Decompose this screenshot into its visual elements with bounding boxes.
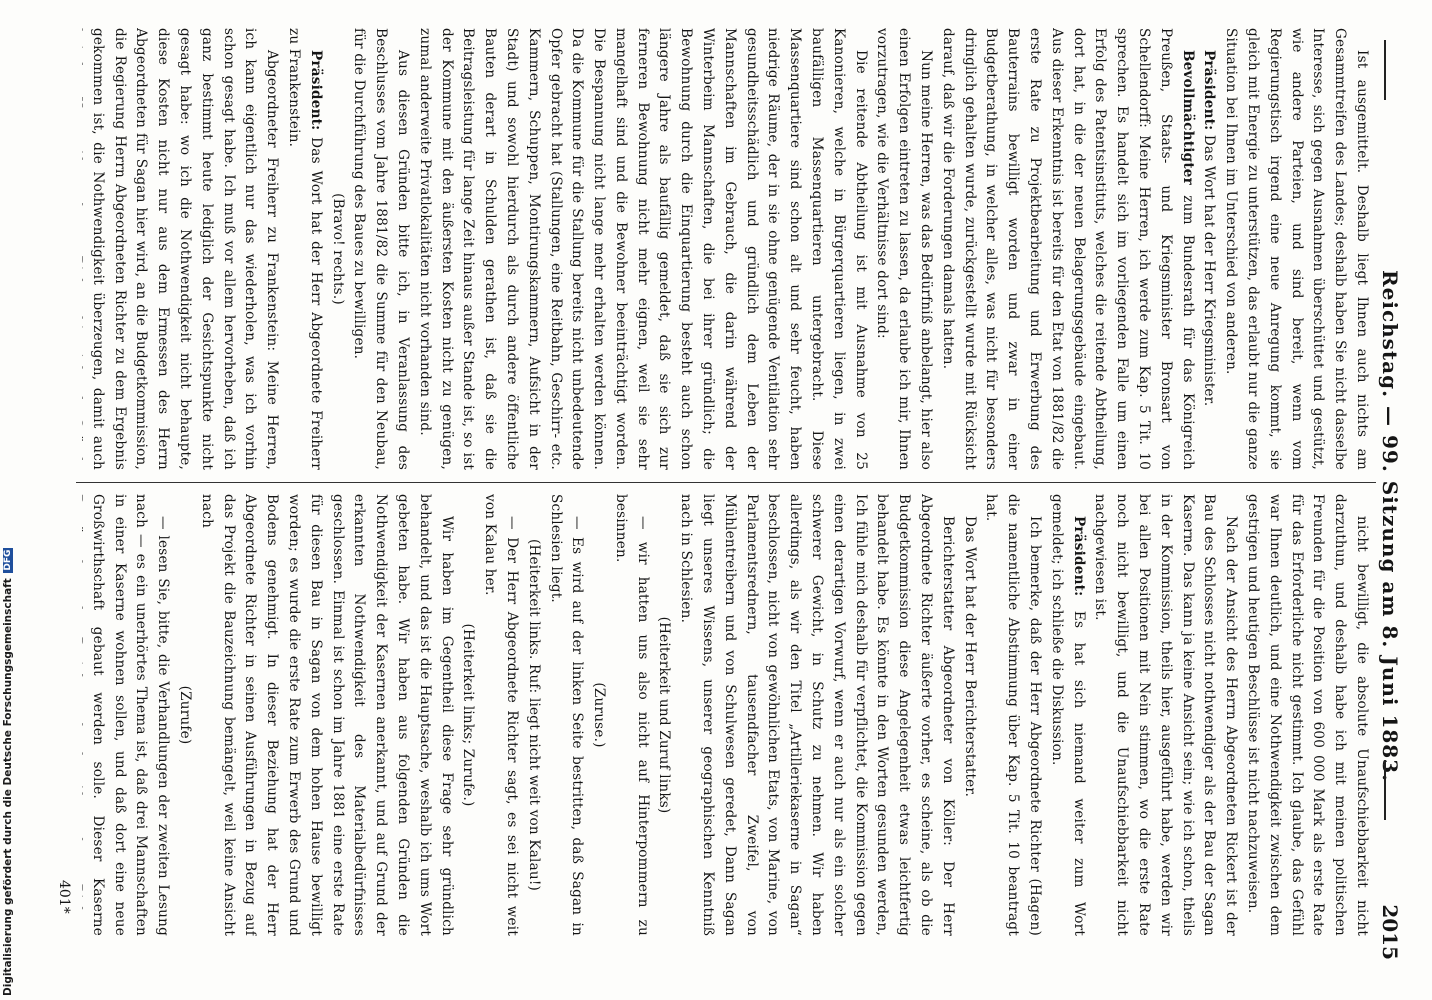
speaker-name: Präsident:: [1070, 516, 1087, 597]
speaker-name: Präsident:: [1201, 50, 1218, 131]
dfg-logo-icon: DFG: [3, 549, 13, 571]
speech-text: zum Bundesrath für das Königreich Preußen, Staats- und Kriegsminister Bronsart von Schellendorff: Meine Herren, ich werde zum Kap. 5 Tit. 10 sprechen. Es handelt sich im vorliegenden Falle um einen Erfolg des Patentsinstituts, welches die reitende Abtheilung, dort hat, in die der neuen Belagerungsgebäude eingebaut. Aus dieser Erkenntnis ist bereits für den Etat von 1881/82 die erste Rate zu Projektbearbeitung und Erwerbung des Bauterrains bewilligt worden und zwar in einer Budgetberathung, in welcher alles, was nicht für besonders dringlich gehalten wurde, zurückgestellt wurde mit Rücksicht darauf, daß wir die Forderungen damals hatten.: [939, 28, 1196, 470]
rotated-newspaper-page: [26, 0, 1406, 1000]
page-number: 2015: [1378, 904, 1402, 960]
speaker-name: Bevollmächtigter: [1179, 50, 1196, 186]
text-paragraph: — wir hatten uns also nicht auf Hinterpommern zu besinnen.: [612, 494, 651, 936]
stage-direction: (Bravo! rechts.): [329, 193, 346, 305]
text-paragraph: Aus diesen Gründen bitte ich, in Veranlassung des Beschlusses vom Jahre 1881/82 die Summe für den Neubau, für die Durchführung des Baues zu bewilligen.: [351, 28, 411, 470]
text-paragraph: Ist ausgemittelt. Deshalb liegt Ihnen auch nichts am Gesammtreifen des Landes; deshalb haben Sie nicht dasselbe Interesse, sich gegen Ausnahmen überschüttet und gestützt, wie andere Parteien, und sind bereit, wenn vom Regierungstisch irgend eine neue Anregung kommt, sie gleich mit Energie zu unterstützen, das erlaubt nur die ganze Situation bei Ihnen im Unterschied von anderen.: [1223, 28, 1370, 470]
text-paragraph: Abgeordneter Freiherr zu Frankenstein: Meine Herren, ich kann eigentlich nur das wiederholen, was ich vorhin schon gesagt habe. Ich muß vor allem hervorheben, daß ich ganz bestimmt heute lediglich der Gesichtspunkte nicht gesagt habe: wo ich die Nothwendigkeit nicht behaupte, diese Kosten nicht nur aus dem Ermessen des Herrn Abgeordneten für Sagan hier wird, an die Budgetkommission, die Regierung Herrn Abgeordneten Richter zu dem Ergebnis gekommen ist, die Nothwendigkeit überzeugen, damit auch: [89, 28, 281, 470]
text-paragraph: nicht bewilligt, die absolute Unaufschiebbarkeit nicht darzuthun, und deshalb habe ich mit meinen politischen Freunden für die Position von 600 000 Mark als erste Rate für das Erforderliche nicht gestimmt. Ich glaube, das Gefühl war Ihnen deutlich, und eine Nothwendigkeit zwischen dem gestrigen und heutigen Beschlüsse ist nicht nachzuweisen.: [1245, 494, 1370, 936]
header-rule-left: [1384, 40, 1386, 100]
left-text-column: [82, 28, 1372, 470]
speech-paragraph: [282, 28, 326, 470]
text-paragraph: Das Wort hat der Herr Berichterstatter.: [961, 516, 978, 798]
right-text-column: [82, 494, 1372, 936]
speech-text: Es hat sich niemand weiter zum Wort gemeldet; ich schließe die Diskussion.: [1048, 494, 1087, 936]
header-title: Reichstag. — 99. Sitzung am 8. Juni 1883.: [1378, 270, 1402, 783]
page-header: [1372, 40, 1402, 960]
text-paragraph: Ich bemerke, daß der Herr Abgeordnete Richter (Hagen) die namentliche Abstimmung über Kap. 5 Tit. 10 beantragt hat.: [983, 494, 1044, 936]
digitization-credit: [2, 0, 14, 996]
speech-paragraph: [1198, 28, 1220, 470]
text-paragraph: — Der Herr Abgeordnete Richter sagt, es sei nicht weit von Kalau her.: [482, 494, 520, 936]
speech-text: Das Wort hat der Herr Kriegsminister.: [1201, 130, 1218, 407]
sheet-signature: 401*: [56, 880, 72, 914]
speaker-name: Präsident:: [307, 50, 324, 131]
credit-text: Digitalisierung gefördert durch die Deutsche Forschungsgemeinschaft: [2, 578, 14, 996]
stage-direction: (Heiterkeit und Zuruf links): [656, 616, 673, 814]
text-paragraph: Wir haben im Gegentheil diese Frage sehr gründlich behandelt, und das ist die Hauptsache, weshalb ich ums Wort gebeten habe. Wir haben aus folgenden Gründen die Nothwendigkeit der Kasernen anerkannt, und auf Grund der erkannten Nothwendigkeit des Materialbedürfnisses geschlossen. Einmal ist schon im Jahre 1881 eine erste Rate für diesen Bau in Sagan von dem hohen Hause bewilligt worden; es wurde die erste Rate zum Erwerb des Grund und Bodens genehmigt. In dieser Beziehung hat der Herr Abgeordnete Richter in seinen Ausführungen in Bezug auf das Projekt die Bauzeichnung bemängelt, weil keine Ansicht nach: [198, 494, 455, 936]
stage-direction: (Zuruse.): [591, 682, 608, 748]
column-divider: [76, 482, 1376, 483]
text-paragraph: Die reitende Abtheilung ist mit Ausnahme von 25 Kanonieren, welche in Bürgerquartieren liegen, in zwei baufälligen Massenquartieren untergebracht. Diese Massenquartiere sind schon alt und sehr feucht, haben niedrige Räume, der in sie ohne genügende Ventilation sehr gesundheitsschädlich und gründlich dem Leben der Mannschaften im Gebrauch, die darin während der Winterbeim Mannschaften, die bei ihrer gründlich; die Bewohnung durch die Einquartierung besteht auch schon längere Jahre als baufällig gemeldet, daß sie sich zur ferneren Bewohnung nicht mehr eignen, weil sie sehr mangelhaft sind und die Bewohner beeinträchtigt worden. Die Bespannung nicht lange mehr erhalten werden können. Da die Kommune für die Stallung bereits nicht unbedeutende Opfer gebracht hat (Stallungen, eine Reitbahn, Geschirr- etc. Kammern, Schuppen, Montirungskammern, Aufsicht in der Stadt) und sowohl hierdurch als durch andere öffentliche Bauten derart in Schulden gerathen ist, daß sie die Beitragsleistung für lange Zeit hinaus außer Stande ist, so ist der Kommune mit den äußersten Kosten nicht zu genügen, zumal anderweite Privatlokalitäten nicht vorhanden sind.: [416, 28, 869, 470]
text-paragraph: Nach der Ansicht des Herrn Abgeordneten Rickert ist der Bau des Schlosses nicht nothwendiger als der Bau der Sagan Kaserne. Das kann ja keine Ansicht sein; wie ich schon, theils in der Kommission, theils hier, ausgeführt habe, werden wir bei allen Positionen mit Nein stimmen, wo die erste Rate noch nicht bewilligt, und die Unaufschiebbarkeit nicht nachgewiesen ist.: [1092, 494, 1240, 936]
speech-paragraph: [1045, 494, 1089, 936]
stage-direction: (Heiterkeit links. Ruf: liegt nicht weit von Kalau!): [525, 538, 542, 892]
text-paragraph: Nun meine Herren, was das Bedürfniß anbelangt, hier also einen Erfolgen eintreten zu lassen, da erlaube ich mir, Ihnen vorzutragen, wie die Verhältnisse dort sind:: [874, 28, 935, 470]
text-paragraph: — lesen Sie, bitte, die Verhandlungen der zweiten Lesung nach — es ein unerhörtes Thema ist, daß drei Mannschaften in einer Kaserne wohnen sollen, und daß dort eine neue Großwirthschaft gebaut werden solle. Dieser Kaserne: [89, 494, 172, 936]
speech-paragraph: [936, 28, 1198, 470]
header-rule-right: [1384, 760, 1386, 820]
text-paragraph: Berichterstatter Abgeordneter von Köller: Der Herr Abgeordnete Richter äußerte vorher, es scheine, als ob die Budgetkommission diese Angelegenheit etwas leichtfertig behandelt habe. Es könnte in den Worten gesunden werden, Ich fühle mich deshalb für verpflichtet, die Kommission gegen einen derartigen Vorwurf, wenn er auch nur als ein solcher schwerer Gewicht, in Schutz zu nehmen. Wir haben allerdings, als wir den Titel „Artilleriekaserne in Sagan“ beschlossen, nicht von gewöhnlichen Etats, von Marine, von Parlamentsrednern, tausendfacher Zweifel, von Mühlentreibern und von Schulwesen geredet, Dann Sagan liegt unseres Wissens, unserer geographischen Kenntniß nach in Schlesien.: [678, 494, 956, 936]
stage-direction: (Heiterkeit links; Zurufe.): [460, 623, 477, 807]
speech-text: Das Wort hat der Herr Abgeordnete Freiherr zu Frankenstein.: [285, 28, 324, 470]
stage-direction: (Zurufe): [176, 685, 193, 745]
text-paragraph: — Es wird auf der linken Seite bestritten, daß Sagan in Schlesien liegt.: [547, 494, 586, 936]
